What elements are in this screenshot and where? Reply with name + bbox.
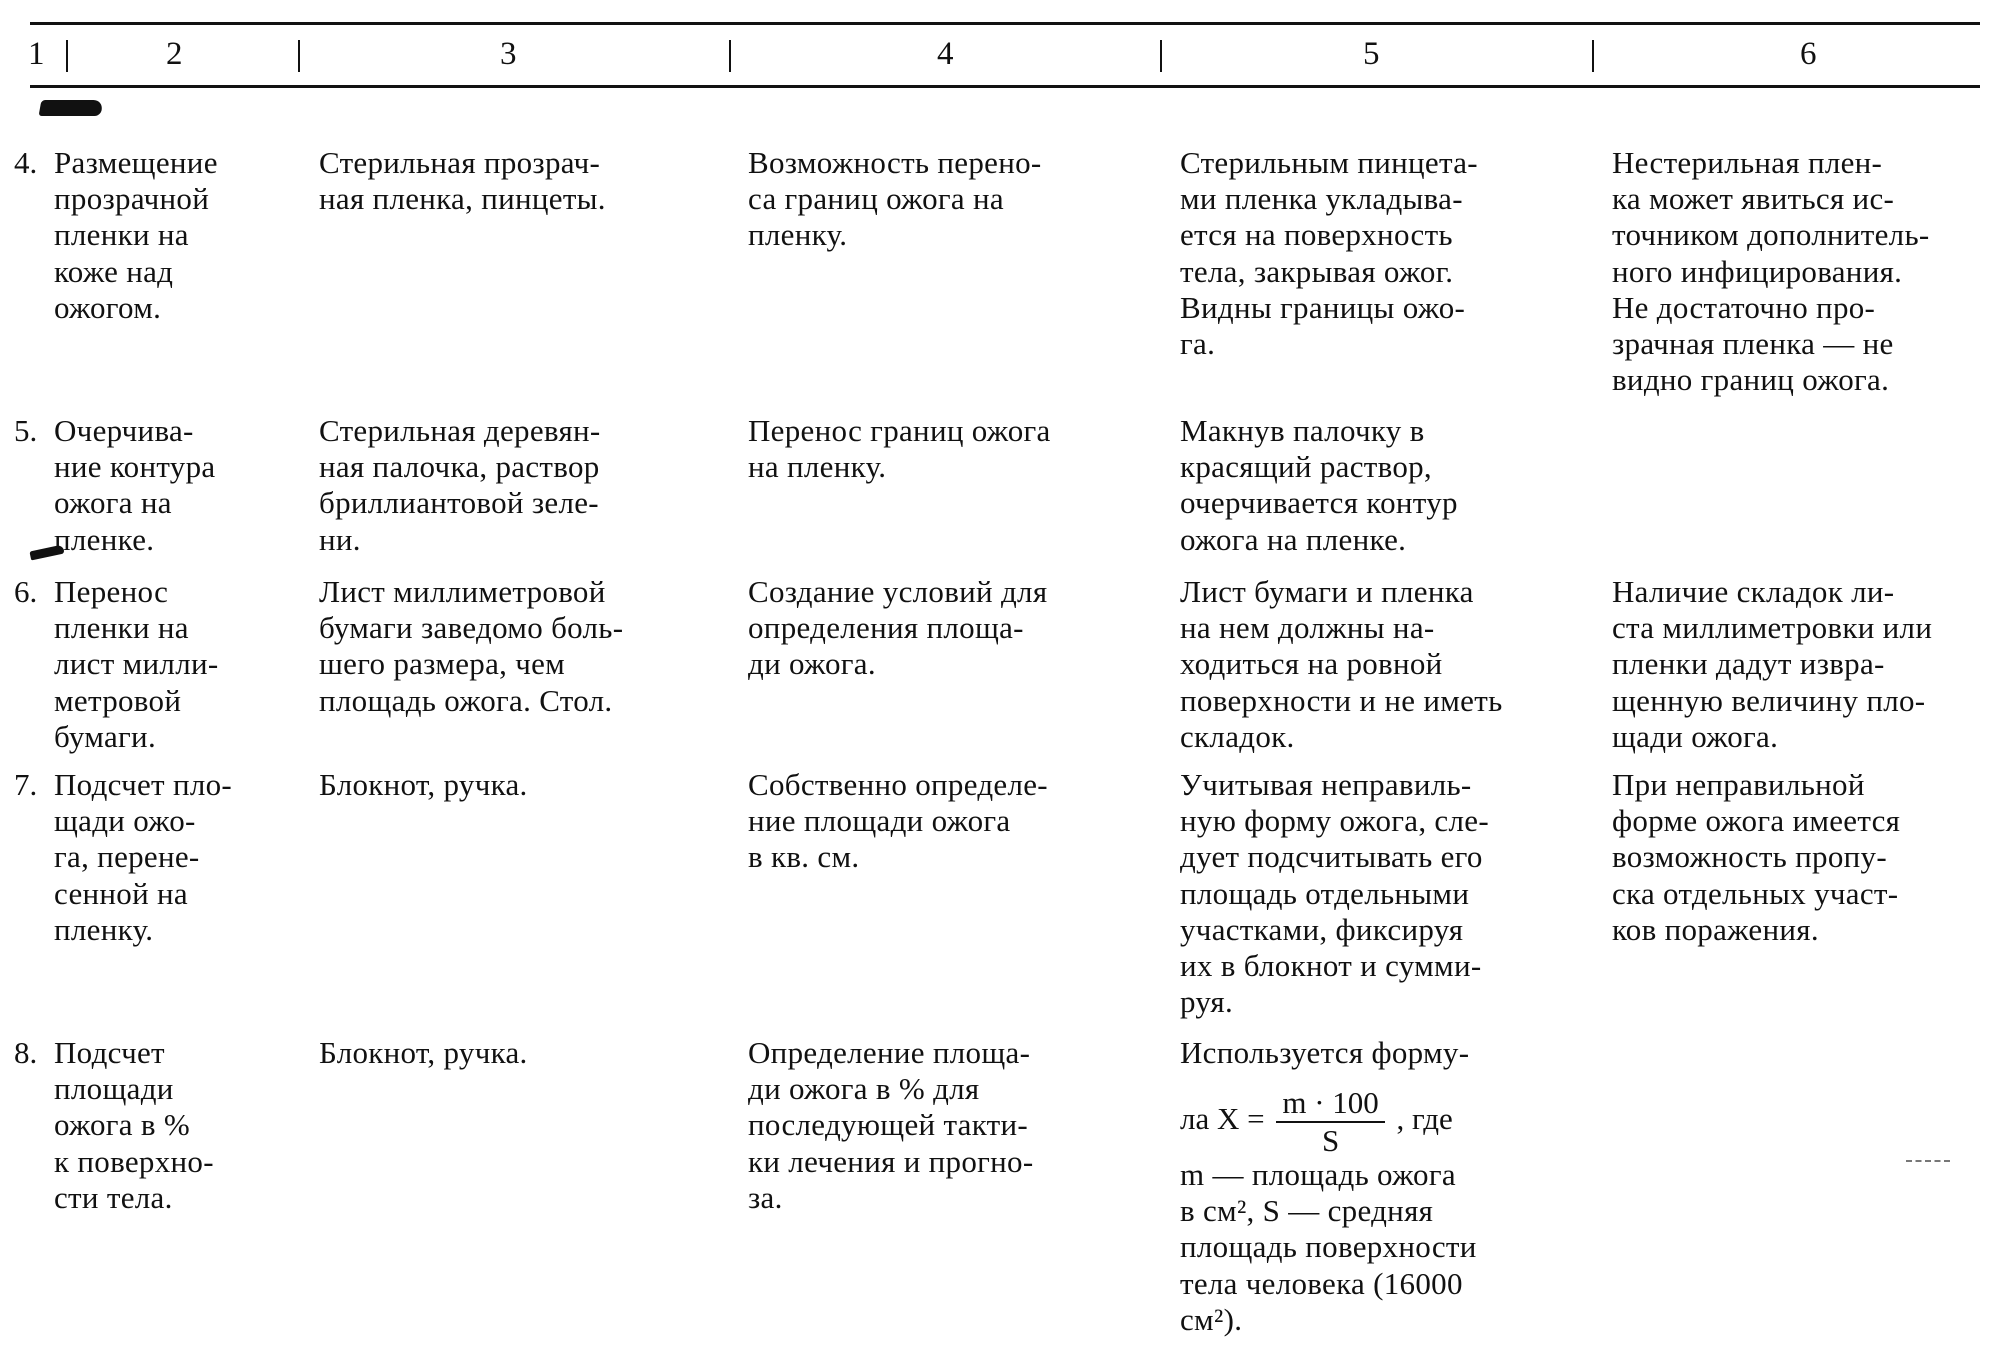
formula-numerator: m · 100 — [1276, 1085, 1384, 1123]
column-header-1: 1 — [28, 36, 45, 72]
equipment-cell: Блокнот, ручка. — [319, 1035, 528, 1070]
row-number: 8. — [14, 1035, 38, 1070]
row-number: 5. — [14, 413, 38, 448]
stray-mark — [1906, 1160, 1950, 1162]
column-separator — [1160, 40, 1162, 72]
row-number: 4. — [14, 145, 38, 180]
column-separator — [729, 40, 731, 72]
column-separator — [1592, 40, 1594, 72]
purpose-cell: Определение площа- ди ожога в % для последующей такти- ки лечения и прогно- за. — [748, 1035, 1034, 1215]
procedure-stage-cell: Подсчет площади ожога в % к поверхно- сти тела. — [54, 1035, 214, 1215]
column-header-6: 6 — [1800, 36, 1817, 72]
error-notes-cell: При неправильной форме ожога имеется возможность пропу- ска отдельных участ- ков поражения. — [1612, 767, 1901, 947]
procedure-stage-cell: Подсчет пло- щади ожо- га, перене- сенной на пленку. — [54, 767, 233, 947]
column-header-2: 2 — [166, 36, 183, 72]
equipment-cell: Стерильная деревян- ная палочка, раствор бриллиантовой зеле- ни. — [319, 413, 601, 557]
method-cell: Макнув палочку в красящий раствор, очерчивается контур ожога на пленке. — [1180, 413, 1458, 557]
column-separator — [66, 40, 68, 72]
method-cell-rest: m — площадь ожога в см², S — средняя площадь поверхности тела человека (16000 см²). — [1180, 1157, 1477, 1337]
equipment-cell: Блокнот, ручка. — [319, 767, 528, 802]
row-number: 7. — [14, 767, 38, 802]
formula-prefix: ла X = — [1180, 1101, 1265, 1137]
formula-denominator: S — [1321, 1123, 1340, 1158]
method-cell: Лист бумаги и пленка на нем должны на- ходиться на ровной поверхности и не иметь складок. — [1180, 574, 1503, 754]
table-header-rule — [30, 85, 1980, 88]
purpose-cell: Перенос границ ожога на пленку. — [748, 413, 1051, 485]
error-notes-cell: Нестерильная плен- ка может явиться ис- точником дополнитель- ного инфицирования. Не достаточно про- зрачная пленка — не видно границ ожога. — [1612, 145, 1930, 398]
purpose-cell: Собственно определе- ние площади ожога в кв. см. — [748, 767, 1048, 875]
procedure-stage-cell: Перенос пленки на лист милли- метровой бумаги. — [54, 574, 219, 754]
column-header-3: 3 — [500, 36, 517, 72]
column-header-4: 4 — [937, 36, 954, 72]
procedure-stage-cell: Размещение прозрачной пленки на коже над ожогом. — [54, 145, 218, 325]
column-separator — [298, 40, 300, 72]
method-cell: Учитывая неправиль- ную форму ожога, сле- дует подсчитывать его площадь отдельными участками, фиксируя их в блокнот и сумми- руя. — [1180, 767, 1489, 1020]
table-top-rule — [30, 22, 1980, 25]
method-cell: Стерильным пинцета- ми пленка укладыва- ется на поверхность тела, закрывая ожог. Видны границы ожо- га. — [1180, 145, 1478, 362]
purpose-cell: Возможность перено- са границ ожога на пленку. — [748, 145, 1042, 253]
equipment-cell: Лист миллиметровой бумаги заведомо боль- шего размера, чем площадь ожога. Стол. — [319, 574, 624, 718]
error-notes-cell: Наличие складок ли- ста миллиметровки или пленки дадут извра- щенную величину пло- щади ожога. — [1612, 574, 1933, 754]
ink-smudge — [39, 100, 104, 116]
column-header-5: 5 — [1363, 36, 1380, 72]
area-formula — [1180, 1085, 1453, 1159]
procedure-stage-cell: Очерчива- ние контура ожога на пленке. — [54, 413, 216, 557]
purpose-cell: Создание условий для определения площа- ди ожога. — [748, 574, 1048, 682]
formula-suffix: , где — [1396, 1101, 1453, 1137]
row-number: 6. — [14, 574, 38, 609]
method-cell-intro: Используется форму- — [1180, 1035, 1470, 1070]
formula-fraction — [1276, 1085, 1384, 1159]
equipment-cell: Стерильная прозрач- ная пленка, пинцеты. — [319, 145, 606, 217]
